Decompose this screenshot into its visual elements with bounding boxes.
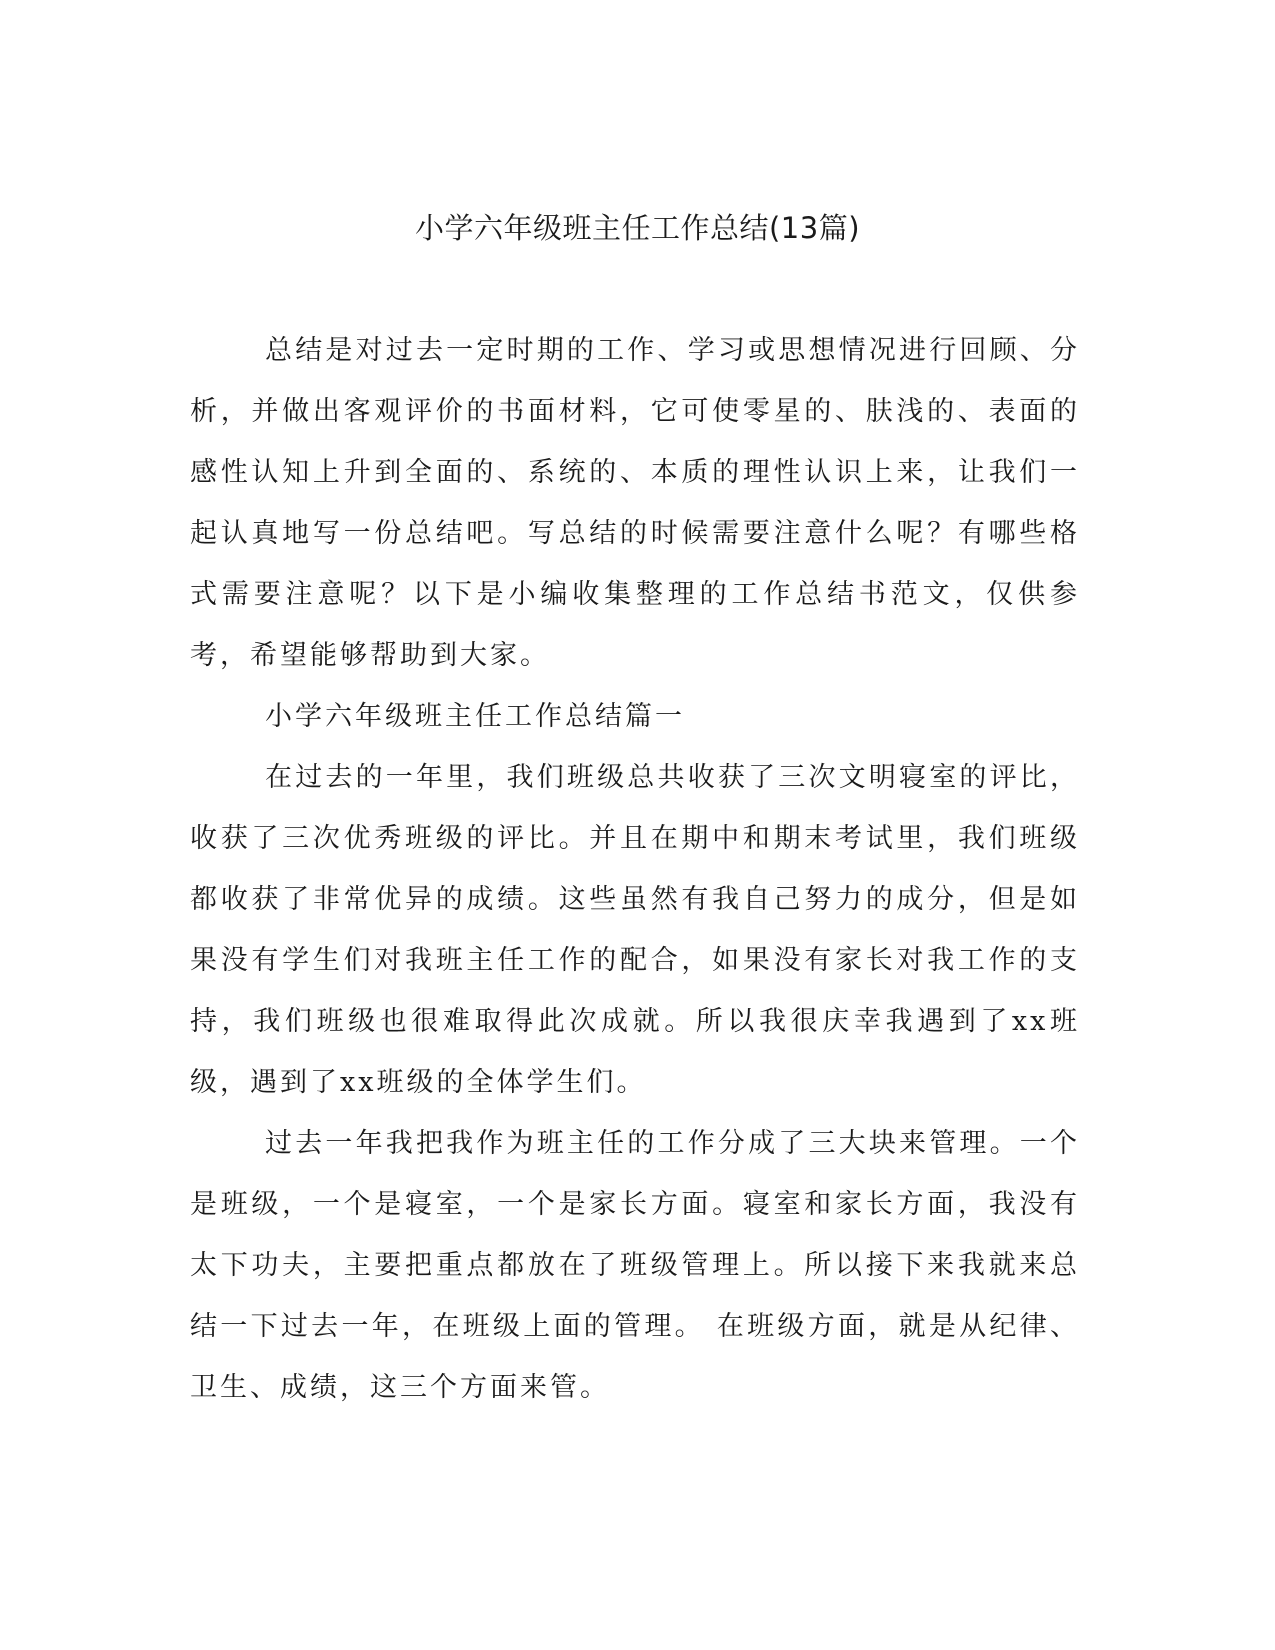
section-heading: 小学六年级班主任工作总结篇一 — [265, 701, 685, 732]
document-body — [190, 320, 1080, 1418]
document-title: 小学六年级班主任工作总结(13篇) — [414, 211, 861, 245]
body-paragraph: 过去一年我把我作为班主任的工作分成了三大块来管理。一个是班级，一个是寝室，一个是家长方面。寝室和家长方面，我没有太下功夫，主要把重点都放在了班级管理上。所以接下来我就来总结一下过去一年，在班级上面的管理。 在班级方面，就是从纪律、卫生、成绩，这三个方面来管。 — [190, 1128, 1080, 1403]
body-paragraph: 在过去的一年里，我们班级总共收获了三次文明寝室的评比，收获了三次优秀班级的评比。并且在期中和期末考试里，我们班级都收获了非常优异的成绩。这些虽然有我自己努力的成分，但是如果没有学生们对我班主任工作的配合，如果没有家长对我工作的支持，我们班级也很难取得此次成就。所以我很庆幸我遇到了xx班级，遇到了xx班级的全体学生们。 — [190, 762, 1080, 1098]
intro-paragraph: 总结是对过去一定时期的工作、学习或思想情况进行回顾、分析，并做出客观评价的书面材料，它可使零星的、肤浅的、表面的感性认知上升到全面的、系统的、本质的理性认识上来，让我们一起认真地写一份总结吧。写总结的时候需要注意什么呢？有哪些格式需要注意呢？以下是小编收集整理的工作总结书范文，仅供参考，希望能够帮助到大家。 — [190, 335, 1080, 671]
